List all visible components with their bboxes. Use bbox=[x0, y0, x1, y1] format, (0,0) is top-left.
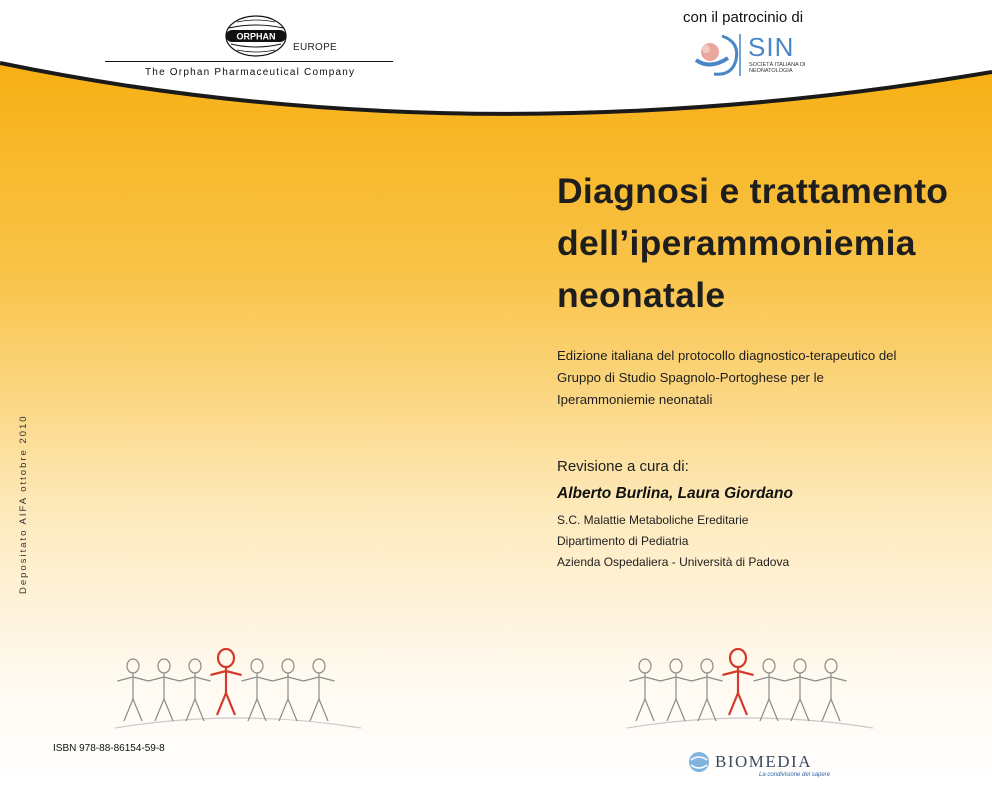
publisher-globe-icon bbox=[687, 750, 711, 774]
figure bbox=[630, 659, 661, 721]
patronage-label: con il patrocinio di bbox=[683, 9, 804, 26]
sponsor-logo bbox=[105, 10, 395, 80]
affiliation-line: Azienda Ospedaliera - Università di Padova bbox=[557, 555, 790, 569]
title-line: neonatale bbox=[557, 275, 726, 315]
figure bbox=[273, 659, 304, 721]
people-chain-icon bbox=[113, 648, 363, 733]
mother-child-icon bbox=[692, 30, 744, 82]
sin-logo bbox=[692, 30, 832, 82]
affiliation-line: S.C. Malattie Metaboliche Ereditarie bbox=[557, 513, 749, 527]
subtitle-line: Edizione italiana del protocollo diagnostico-terapeutico del bbox=[557, 348, 897, 363]
figure bbox=[816, 659, 847, 721]
figure bbox=[754, 659, 785, 721]
publisher-tagline: La condivisione del sapere bbox=[759, 772, 831, 778]
people-chain-icon bbox=[625, 648, 875, 733]
publisher-logo bbox=[687, 750, 857, 780]
title-line: dell’iperammoniemia bbox=[557, 223, 916, 263]
cover-title bbox=[557, 165, 977, 321]
figure bbox=[304, 659, 335, 721]
figure bbox=[692, 659, 723, 721]
orphan-globe-icon bbox=[223, 14, 289, 58]
authors: Alberto Burlina, Laura Giordano bbox=[557, 485, 793, 502]
figure bbox=[149, 659, 180, 721]
affiliation bbox=[557, 510, 789, 573]
svg-text:ORPHAN: ORPHAN bbox=[236, 31, 276, 42]
title-line: Diagnosi e trattamento bbox=[557, 171, 949, 211]
figure bbox=[118, 659, 149, 721]
sponsor-divider bbox=[105, 61, 393, 62]
isbn: ISBN 978-88-86154-59-8 bbox=[53, 743, 165, 754]
figure bbox=[661, 659, 692, 721]
sponsor-region: EUROPE bbox=[293, 42, 338, 53]
figure bbox=[785, 659, 816, 721]
subtitle-line: Gruppo di Studio Spagnolo-Portoghese per le bbox=[557, 370, 824, 385]
figure bbox=[180, 659, 211, 721]
cover-subtitle bbox=[557, 345, 937, 411]
highlighted-figure bbox=[723, 649, 754, 715]
figure bbox=[242, 659, 273, 721]
affiliation-line: Dipartimento di Pediatria bbox=[557, 534, 689, 548]
side-note: Depositato AIFA ottobre 2010 bbox=[18, 414, 29, 594]
publisher-name: BIOMEDIA bbox=[715, 752, 812, 771]
sin-name: SIN bbox=[748, 32, 795, 62]
subtitle-line: Iperammoniemie neonatali bbox=[557, 392, 713, 407]
highlighted-figure bbox=[211, 649, 242, 715]
revision-label: Revisione a cura di: bbox=[557, 458, 689, 475]
sin-fullname: SOCIETÀ ITALIANA DI NEONATOLOGIA bbox=[749, 62, 806, 74]
sponsor-tagline: The Orphan Pharmaceutical Company bbox=[145, 67, 356, 78]
